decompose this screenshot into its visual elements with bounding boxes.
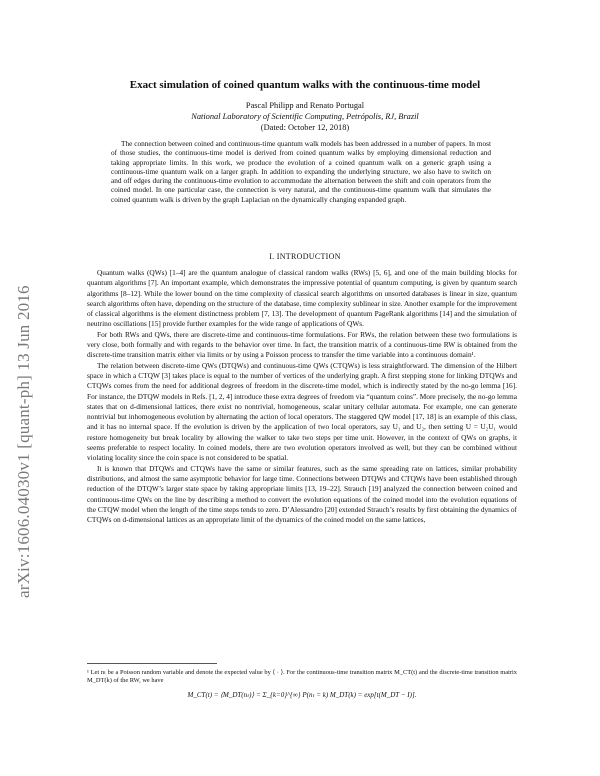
author-names: Pascal Philipp and Renato Portugal (245, 101, 365, 110)
footnote (87, 669, 517, 686)
footnote-equation: M_CT(t) = ⟨M_DT(nₜ)⟩ = Σ_{k=0}^{∞} P(nₜ = k) M_DT(k) = exp[t(M_DT − I)]. (187, 691, 417, 699)
paragraph-1: Quantum walks (QWs) [1–4] are the quantum analogue of classical random walks (RWs) [5, 6], and one of the main building blocks for quantum algorithms [7]. An important example, which demonstrates the impressive potential of quantum computing, is given by quantum search algorithms [8–12]. While the lower bound on the time complexity of classical search algorithms on unsorted databases is linear in size, quantum search algorithms often have, depending on the structure of the database, time complexity sublinear in size. Another example for the improvement of classical algorithms is the element distinctness problem [7, 13]. The development of quantum PageRank algorithms [14] and the simulation of neutrino oscillations [15] provide further examples for the wide range of applications of QWs. (87, 268, 517, 329)
affiliation: National Laboratory of Scientific Computing, Petrópolis, RJ, Brazil (191, 112, 419, 121)
arxiv-identifier: arXiv:1606.04030v1 [quant-ph] 13 Jun 2016 (14, 285, 33, 598)
paragraph-3: The relation between discrete-time QWs (DTQWs) and continuous-time QWs (CTQWs) is less straightforward. The dimension of the Hilbert space in which a CTQW [3] takes place is equal to the number of vertices of the underlying graph. A first stepping stone for linking DTQWs and CTQWs comes from the need for additional degrees of freedom in the discrete-time model, which is indirectly stated by the no-go lemma [16]. For instance, the DTQW models in Refs. [1, 2, 4] introduce these extra degrees of freedom via “quantum coins”. More precisely, the no-go lemma states that on d-dimensional lattices, there exist no nontrivial, homogeneous, scalar unitary cellular automata. For example, one can generate nontrivial but inhomogeneous evolution by alternating the action of local operators. The staggered QW model [17, 18] is an example of this class, and it has no internal space. If the evolution is driven by the application of two local operators, say U₁ and U₂, then setting U = U₂U₁ would restore homogeneity but break locality by allowing the walker to take two steps per time unit. However, in the context of QWs on graphs, it seems preferable to respect locality. In coined models, there are two evolution operators involved as well, but they can be combined without violating locality since the coin space is not considered to be spatial. (87, 360, 517, 463)
dated-line: (Dated: October 12, 2018) (260, 123, 350, 132)
footnote-text: ¹ Let nₜ be a Poisson random variable and denote the expected value by ⟨ · ⟩. For the continuous-time transition matrix M_CT(t) and the discrete-time transition matrix M_DT(k) of the RW, we have (87, 669, 517, 685)
footnote-rule (87, 663, 217, 664)
paragraph-2: For both RWs and QWs, there are discrete-time and continuous-time formulations. For RWs, the relation between these two formulations is very close, both formally and with regards to the behavior over time. In fact, the transition matrix of a continuous-time RW is obtained from the discrete-time transition matrix either via limits or by using a Poisson process to transfer the time variable into a continuous domain¹. (87, 329, 517, 360)
author-block (60, 100, 550, 133)
paragraph-4: It is known that DTQWs and CTQWs have the same or similar features, such as the same spreading rate on lattices, similar probability distributions, and almost the same asymptotic behavior for large time. Connections between DTQWs and CTQWs have been established through reduction of the DTQW’s larger state space by taking appropriate limits [13, 19–22]. Strauch [19] analyzed the connection between coined and continuous-time QWs on the line by describing a method to convert the evolution equations of the coined model into the evolution equations of the CTQW model when the length of the time steps tends to zero. D’Alessandro [20] extended Strauch’s results by first obtaining the dynamics of CTQWs on d-dimensional lattices as an appropriate limit of the dynamics of the coined model on the same lattices, (87, 463, 517, 525)
body-text (87, 268, 517, 525)
abstract: The connection between coined and continuous-time quantum walk models has been addressed in a number of papers. In most of those studies, the continuous-time model is derived from coined quantum walks by employing dimensional reduction and taking appropriate limits. In this work, we produce the evolution of a coined quantum walk on a generic graph using a continuous-time quantum walk on a larger graph. In addition to expanding the underlying structure, we also have to switch on and off edges during the continuous-time evolution to accommodate the alternation between the shift and coin operators from the coined model. In one particular case, the connection is very natural, and the continuous-time quantum walk that simulates the coined quantum walk is driven by the graph Laplacian on the dynamically changing expanded graph. (111, 139, 491, 204)
section-heading-introduction: I. INTRODUCTION (269, 252, 341, 261)
paper-title: Exact simulation of coined quantum walks with the continuous-time model (129, 79, 481, 91)
